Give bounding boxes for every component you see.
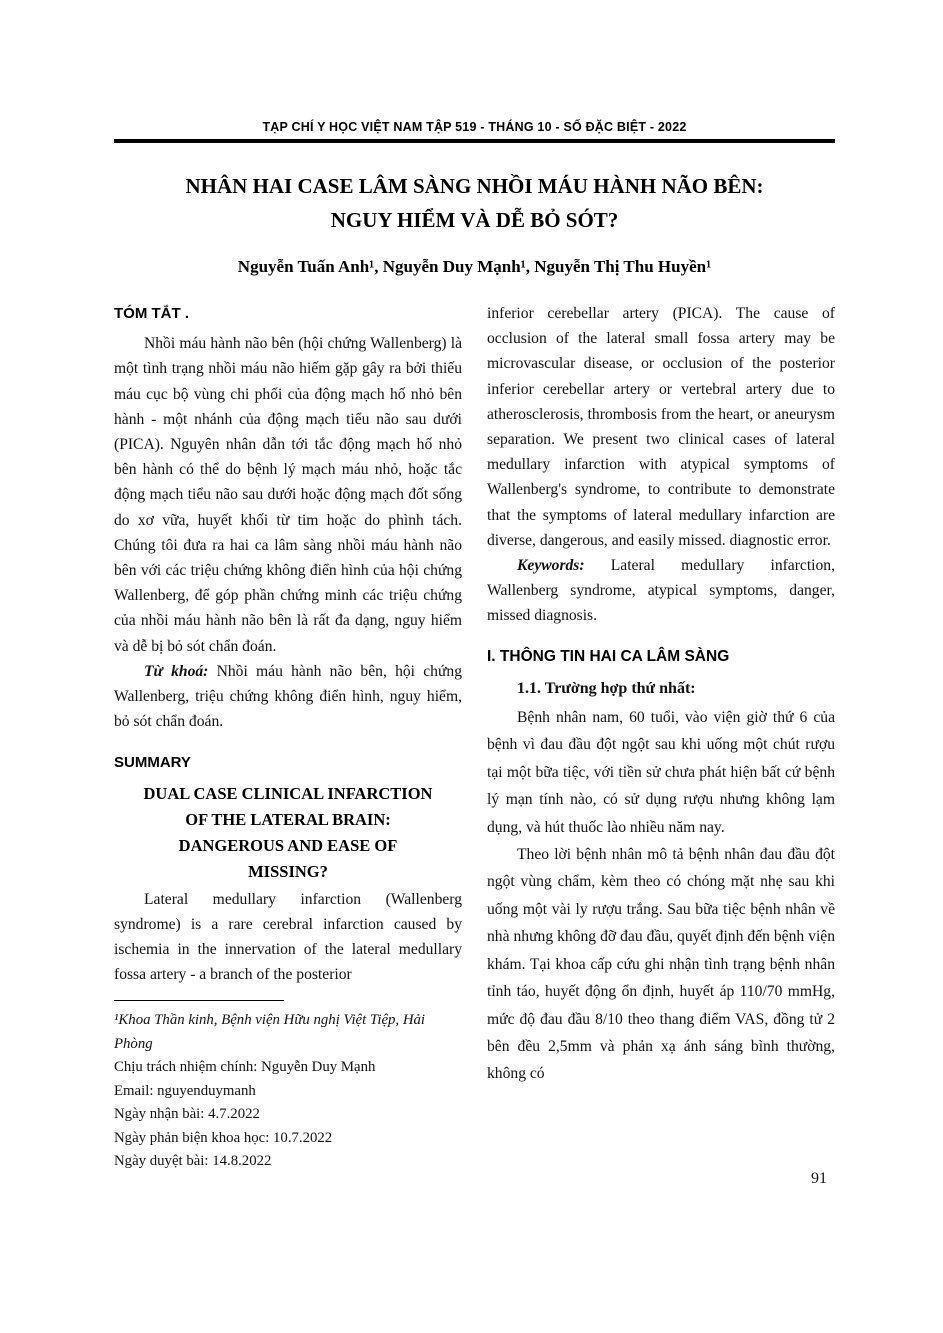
- article-title: [114, 169, 835, 237]
- footnote-received-date: Ngày nhận bài: 4.7.2022: [114, 1106, 260, 1123]
- abstract-vi-paragraph: Nhồi máu hành não bên (hội chứng Wallenberg) là một tình trạng nhồi máu não hiếm gặp gây ra bởi thiếu máu cục bộ vùng chi phối của động mạch hố nhỏ bên hành - một nhánh của động mạch tiểu não sau dưới (PICA). Nguyên nhân dẫn tới tắc động mạch hố nhỏ bên hành có thể do bệnh lý mạch máu nhỏ, hoặc tắc động mạch tiểu não sau dưới hoặc động mạch đốt sống do xơ vữa, huyết khối từ tim hoặc do phình tách. Chúng tôi đưa ra hai ca lâm sàng nhồi máu hành não bên với các triệu chứng không điển hình của hội chứng Wallenberg, để góp phần chứng minh các triệu chứng của nhồi máu hành não bên là rất đa dạng, nguy hiểm và dễ bị bỏ sót chẩn đoán.: [114, 335, 462, 655]
- footnote-affiliation: ¹Khoa Thần kinh, Bệnh viện Hữu nghị Việt Tiệp, Hải Phòng: [114, 1012, 426, 1052]
- article-title-line1: NHÂN HAI CASE LÂM SÀNG NHỒI MÁU HÀNH NÃO BÊN:: [185, 174, 764, 198]
- keywords-en: [487, 553, 835, 629]
- left-column: [114, 301, 462, 1174]
- summary-block: [114, 750, 462, 987]
- footnote-email: Email: nguyenduymanh: [114, 1082, 256, 1099]
- abstract-en-part1: Lateral medullary infarction (Wallenberg syndrome) is a rare cerebral infarction caused by ischemia in the innervation of the lateral medullary fossa artery - a branch of the posterior: [114, 890, 462, 984]
- footnote-divider: [114, 1000, 284, 1001]
- footnote-review-date: Ngày phản biện khoa học: 10.7.2022: [114, 1129, 333, 1146]
- summary-title-line1: DUAL CASE CLINICAL INFARCTION: [143, 783, 433, 803]
- article-title-line2: NGUY HIỂM VÀ DỄ BỎ SÓT?: [330, 208, 619, 232]
- section-heading-case-info: I. THÔNG TIN HAI CA LÂM SÀNG: [487, 647, 730, 665]
- two-column-body: [114, 301, 835, 1174]
- abstract-heading-vi: TÓM TẮT .: [114, 305, 189, 322]
- page-number: 91: [811, 1170, 827, 1187]
- keywords-vi-label: Từ khoá:: [144, 662, 209, 680]
- footnote-block: [114, 1000, 462, 1174]
- case1-heading: 1.1. Trường hợp thứ nhất:: [517, 679, 696, 697]
- journal-header: TẠP CHÍ Y HỌC VIỆT NAM TẬP 519 - THÁNG 10 - SỐ ĐẶC BIỆT - 2022: [262, 120, 687, 134]
- summary-title-line4: MISSING?: [248, 861, 328, 881]
- author-line: Nguyễn Tuấn Anh¹, Nguyễn Duy Mạnh¹, Nguyễn Thị Thu Huyền¹: [237, 257, 712, 276]
- header-rule: [114, 139, 835, 143]
- summary-heading: SUMMARY: [114, 754, 191, 772]
- abstract-en-part2: inferior cerebellar artery (PICA). The cause of occlusion of the lateral small fossa artery may be microvascular disease, or occlusion of the posterior inferior cerebellar artery or vertebral artery due to atherosclerosis, thrombosis from the heart, or aneurysm separation. We present two clinical cases of lateral medullary infarction with atypical symptoms of Wallenberg's syndrome, to contribute to demonstrate that the symptoms of lateral medullary infarction are diverse, dangerous, and easily missed. diagnostic error.: [487, 305, 835, 549]
- footnote-accepted-date: Ngày duyệt bài: 14.8.2022: [114, 1153, 272, 1170]
- summary-title: [114, 781, 462, 885]
- footnote-responsible: Chịu trách nhiệm chính: Nguyễn Duy Mạnh: [114, 1059, 376, 1076]
- right-column: [487, 301, 835, 1174]
- keywords-vi-text: Nhồi máu hành não bên, hội chứng Wallenberg, triệu chứng không điển hình, nguy hiểm, bỏ sót chẩn đoán.: [114, 662, 463, 731]
- keywords-vi: [114, 659, 462, 735]
- keywords-en-text: Lateral medullary infarction, Wallenberg syndrome, atypical symptoms, danger, missed diagnosis.: [487, 557, 835, 625]
- summary-title-line3: DANGEROUS AND EASE OF: [178, 835, 398, 855]
- keywords-en-label: Keywords:: [517, 557, 585, 575]
- case1-paragraph-2: Theo lời bệnh nhân mô tả bệnh nhân đau đầu đột ngột vùng chẩm, kèm theo có chóng mặt nhẹ sau khi uống một vài ly rượu trắng. Sau bữa tiệc bệnh nhân về nhà nhưng không đỡ đau đầu, quyết định đến bệnh viện khám. Tại khoa cấp cứu ghi nhận tình trạng bệnh nhân tỉnh táo, huyết động ổn định, huyết áp 110/70 mmHg, mức độ đau đầu 8/10 theo thang điểm VAS, đồng tử 2 bên đều 2,5mm và phản xạ ánh sáng bình thường, không có: [487, 846, 835, 1083]
- case1-paragraph-1: Bệnh nhân nam, 60 tuổi, vào viện giờ thứ 6 của bệnh vì đau đầu đột ngột sau khi uống một chút rượu tại một bữa tiệc, với tiền sử chưa phát hiện bất cứ bệnh lý mạn tính nào, có sử dụng rượu nhưng không lạm dụng, và hút thuốc lào nhiều năm nay.: [487, 709, 835, 836]
- summary-title-line2: OF THE LATERAL BRAIN:: [185, 809, 391, 829]
